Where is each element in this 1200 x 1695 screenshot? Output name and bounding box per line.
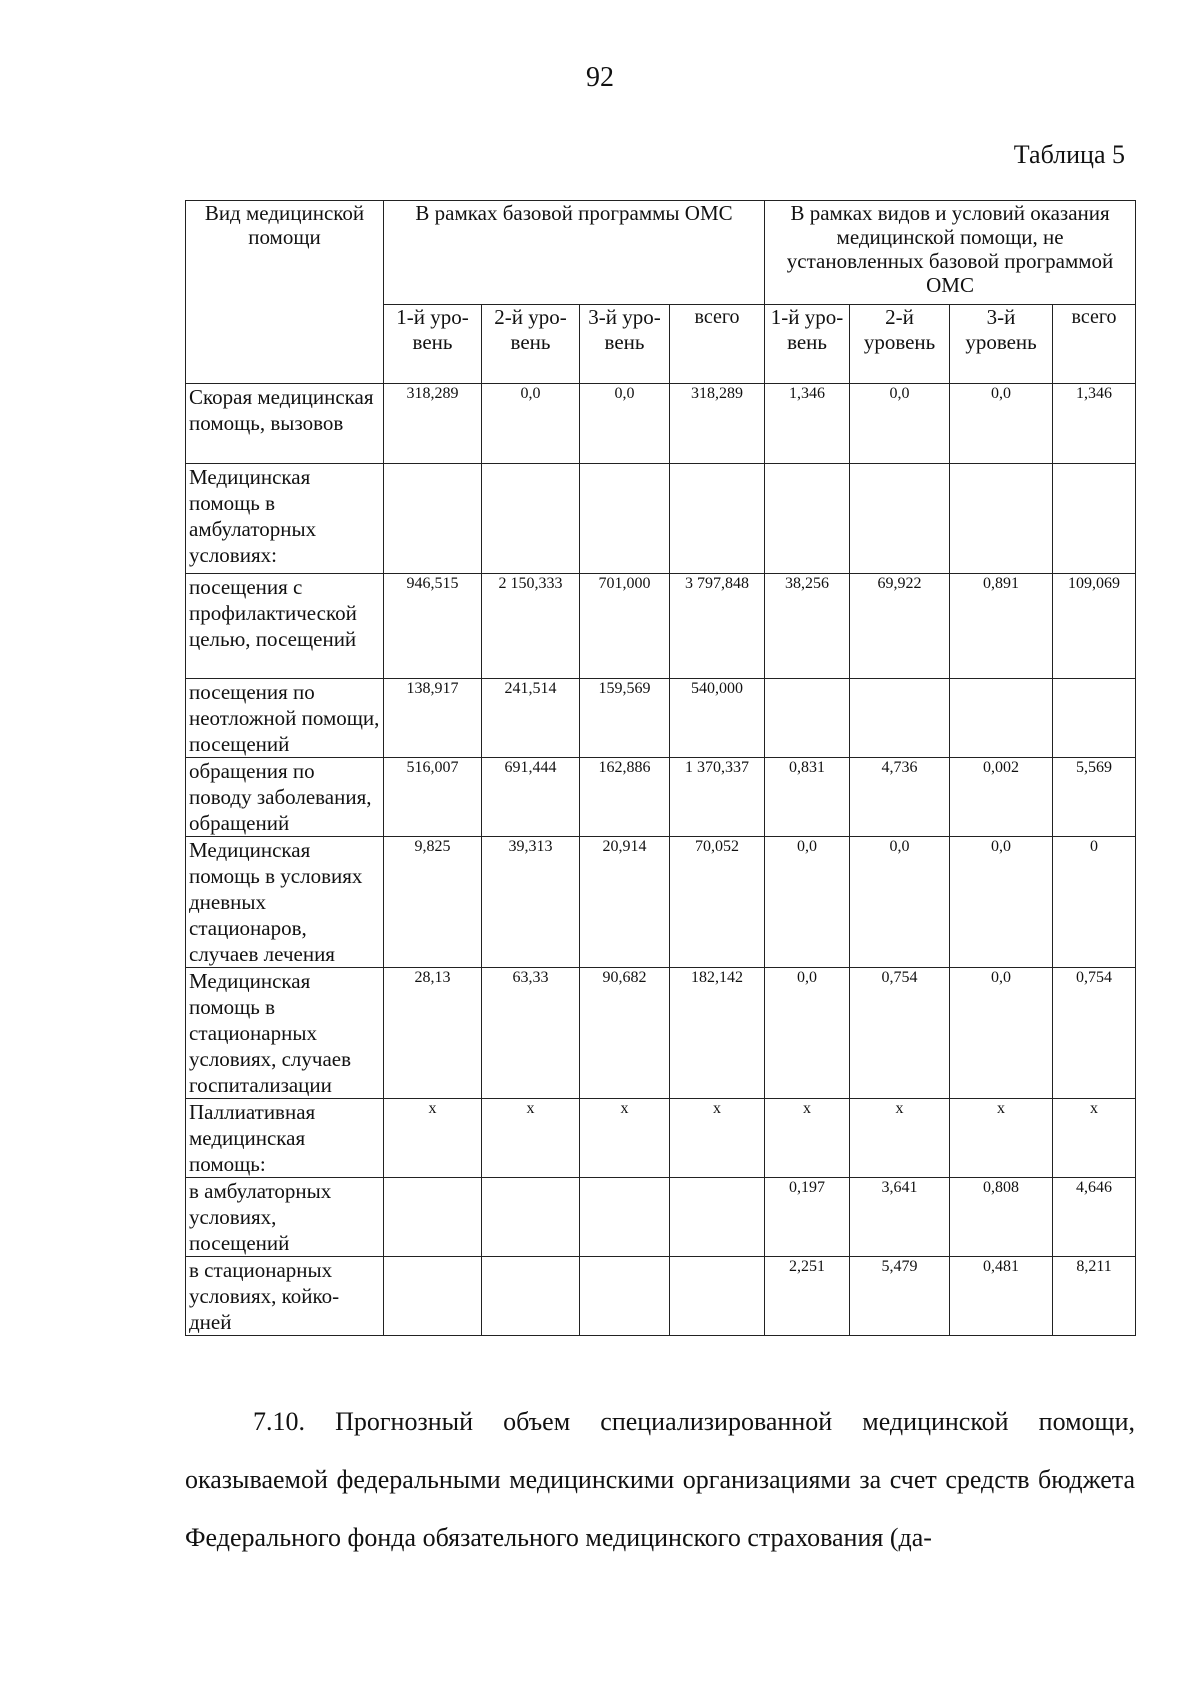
- table-cell: [384, 464, 482, 574]
- table-cell: 318,289: [670, 384, 765, 464]
- table-cell: 691,444: [482, 758, 580, 837]
- table-cell: 1 370,337: [670, 758, 765, 837]
- table-row: [186, 679, 1136, 758]
- table-row: [186, 758, 1136, 837]
- row-label: Медицинская помощь в стационарных условиях, случаев госпитализации: [186, 968, 384, 1099]
- body-paragraph: 7.10. Прогнозный объем специализированной медицинской помощи, оказываемой федеральными медицинскими организациями за счет средств бюджета Федерального фонда обязательного медицинского страхования (да-: [185, 1407, 1135, 1552]
- table-cell: 241,514: [482, 679, 580, 758]
- row-label: Паллиативная медицинская помощь:: [186, 1099, 384, 1178]
- table-cell: [482, 464, 580, 574]
- table-cell: 8,211: [1053, 1257, 1136, 1336]
- table-cell: [1053, 679, 1136, 758]
- table-row: [186, 384, 1136, 464]
- table-cell: [580, 1178, 670, 1257]
- table-cell: 0,0: [765, 968, 850, 1099]
- table-row: [186, 837, 1136, 968]
- row-label: посещения с профилактической целью, посещений: [186, 574, 384, 679]
- table-cell: х: [384, 1099, 482, 1178]
- table-cell: х: [850, 1099, 950, 1178]
- table-cell: [580, 464, 670, 574]
- level-header: 2-й уро-вень: [482, 305, 580, 384]
- table-cell: 20,914: [580, 837, 670, 968]
- table-cell: х: [950, 1099, 1053, 1178]
- table-cell: 3 797,848: [670, 574, 765, 679]
- table-cell: 159,569: [580, 679, 670, 758]
- data-table: [185, 200, 1136, 1336]
- table-row: [186, 1178, 1136, 1257]
- row-label: Медицинская помощь в условиях дневных стационаров, случаев лечения: [186, 837, 384, 968]
- table-cell: [384, 1257, 482, 1336]
- table-cell: 0,808: [950, 1178, 1053, 1257]
- table-cell: 1,346: [1053, 384, 1136, 464]
- table-cell: 0,754: [850, 968, 950, 1099]
- table-cell: 3,641: [850, 1178, 950, 1257]
- table-cell: 540,000: [670, 679, 765, 758]
- column-header-type: Вид медицинской помощи: [186, 201, 384, 384]
- table-cell: 0,831: [765, 758, 850, 837]
- table-cell: [950, 464, 1053, 574]
- level-header: 3-й уро-вень: [580, 305, 670, 384]
- table-cell: 516,007: [384, 758, 482, 837]
- table-cell: [580, 1257, 670, 1336]
- table-row: [186, 1099, 1136, 1178]
- table-cell: 946,515: [384, 574, 482, 679]
- table-cell: [950, 679, 1053, 758]
- table-cell: [850, 679, 950, 758]
- table-cell: 90,682: [580, 968, 670, 1099]
- table-cell: 182,142: [670, 968, 765, 1099]
- table-cell: [850, 464, 950, 574]
- table-cell: х: [670, 1099, 765, 1178]
- table-cell: 0,0: [850, 384, 950, 464]
- table-cell: 1,346: [765, 384, 850, 464]
- table-cell: 701,000: [580, 574, 670, 679]
- table-cell: 0,0: [950, 837, 1053, 968]
- level-header: всего: [1053, 305, 1136, 384]
- table-cell: 0,0: [950, 968, 1053, 1099]
- table-cell: 39,313: [482, 837, 580, 968]
- table-body: [186, 384, 1136, 1336]
- row-label: обращения по поводу заболевания, обращений: [186, 758, 384, 837]
- table-cell: 0,0: [765, 837, 850, 968]
- table-cell: 0,891: [950, 574, 1053, 679]
- table-cell: 2,251: [765, 1257, 850, 1336]
- table-cell: 0,0: [580, 384, 670, 464]
- table-cell: 0,754: [1053, 968, 1136, 1099]
- table-cell: 138,917: [384, 679, 482, 758]
- table-cell: 4,646: [1053, 1178, 1136, 1257]
- table-cell: 4,736: [850, 758, 950, 837]
- table-cell: 0,0: [950, 384, 1053, 464]
- table-cell: х: [580, 1099, 670, 1178]
- table-cell: 69,922: [850, 574, 950, 679]
- table-cell: [765, 464, 850, 574]
- row-label: Скорая медицинская помощь, вызовов: [186, 384, 384, 464]
- table-cell: 109,069: [1053, 574, 1136, 679]
- table-cell: 0,481: [950, 1257, 1053, 1336]
- table-row: [186, 574, 1136, 679]
- row-label: в амбулаторных условиях, посещений: [186, 1178, 384, 1257]
- table-cell: [670, 1257, 765, 1336]
- group-header-basic: В рамках базовой программы ОМС: [384, 201, 765, 305]
- table-cell: 0,002: [950, 758, 1053, 837]
- table-caption: Таблица 5: [1013, 140, 1125, 169]
- table-cell: [1053, 464, 1136, 574]
- table-cell: [482, 1178, 580, 1257]
- table-row: [186, 464, 1136, 574]
- level-header: 1-й уро-вень: [765, 305, 850, 384]
- table-cell: 9,825: [384, 837, 482, 968]
- table-cell: [670, 464, 765, 574]
- table-cell: 0,0: [850, 837, 950, 968]
- table-cell: [482, 1257, 580, 1336]
- table-cell: 0: [1053, 837, 1136, 968]
- table-cell: х: [1053, 1099, 1136, 1178]
- table-cell: 5,569: [1053, 758, 1136, 837]
- level-header: 2-й уровень: [850, 305, 950, 384]
- page-number: 92: [586, 62, 614, 93]
- row-label: в стационарных условиях, койко-дней: [186, 1257, 384, 1336]
- table-cell: х: [482, 1099, 580, 1178]
- table-cell: 2 150,333: [482, 574, 580, 679]
- table-cell: х: [765, 1099, 850, 1178]
- table-cell: 28,13: [384, 968, 482, 1099]
- table-row: [186, 1257, 1136, 1336]
- table-cell: [670, 1178, 765, 1257]
- table-cell: 70,052: [670, 837, 765, 968]
- level-header: всего: [670, 305, 765, 384]
- table-cell: 0,197: [765, 1178, 850, 1257]
- table-cell: [765, 679, 850, 758]
- table-cell: [384, 1178, 482, 1257]
- row-label: Медицинская помощь в амбулаторных условиях:: [186, 464, 384, 574]
- table-cell: 162,886: [580, 758, 670, 837]
- level-header: 3-й уровень: [950, 305, 1053, 384]
- table-row: [186, 968, 1136, 1099]
- level-header: 1-й уро-вень: [384, 305, 482, 384]
- table-cell: 0,0: [482, 384, 580, 464]
- table-cell: 38,256: [765, 574, 850, 679]
- table-cell: 63,33: [482, 968, 580, 1099]
- group-header-extra: В рамках видов и условий оказания медицинской помощи, не установленных базовой программой ОМС: [765, 201, 1136, 305]
- table-cell: 5,479: [850, 1257, 950, 1336]
- table-cell: 318,289: [384, 384, 482, 464]
- row-label: посещения по неотложной помощи, посещений: [186, 679, 384, 758]
